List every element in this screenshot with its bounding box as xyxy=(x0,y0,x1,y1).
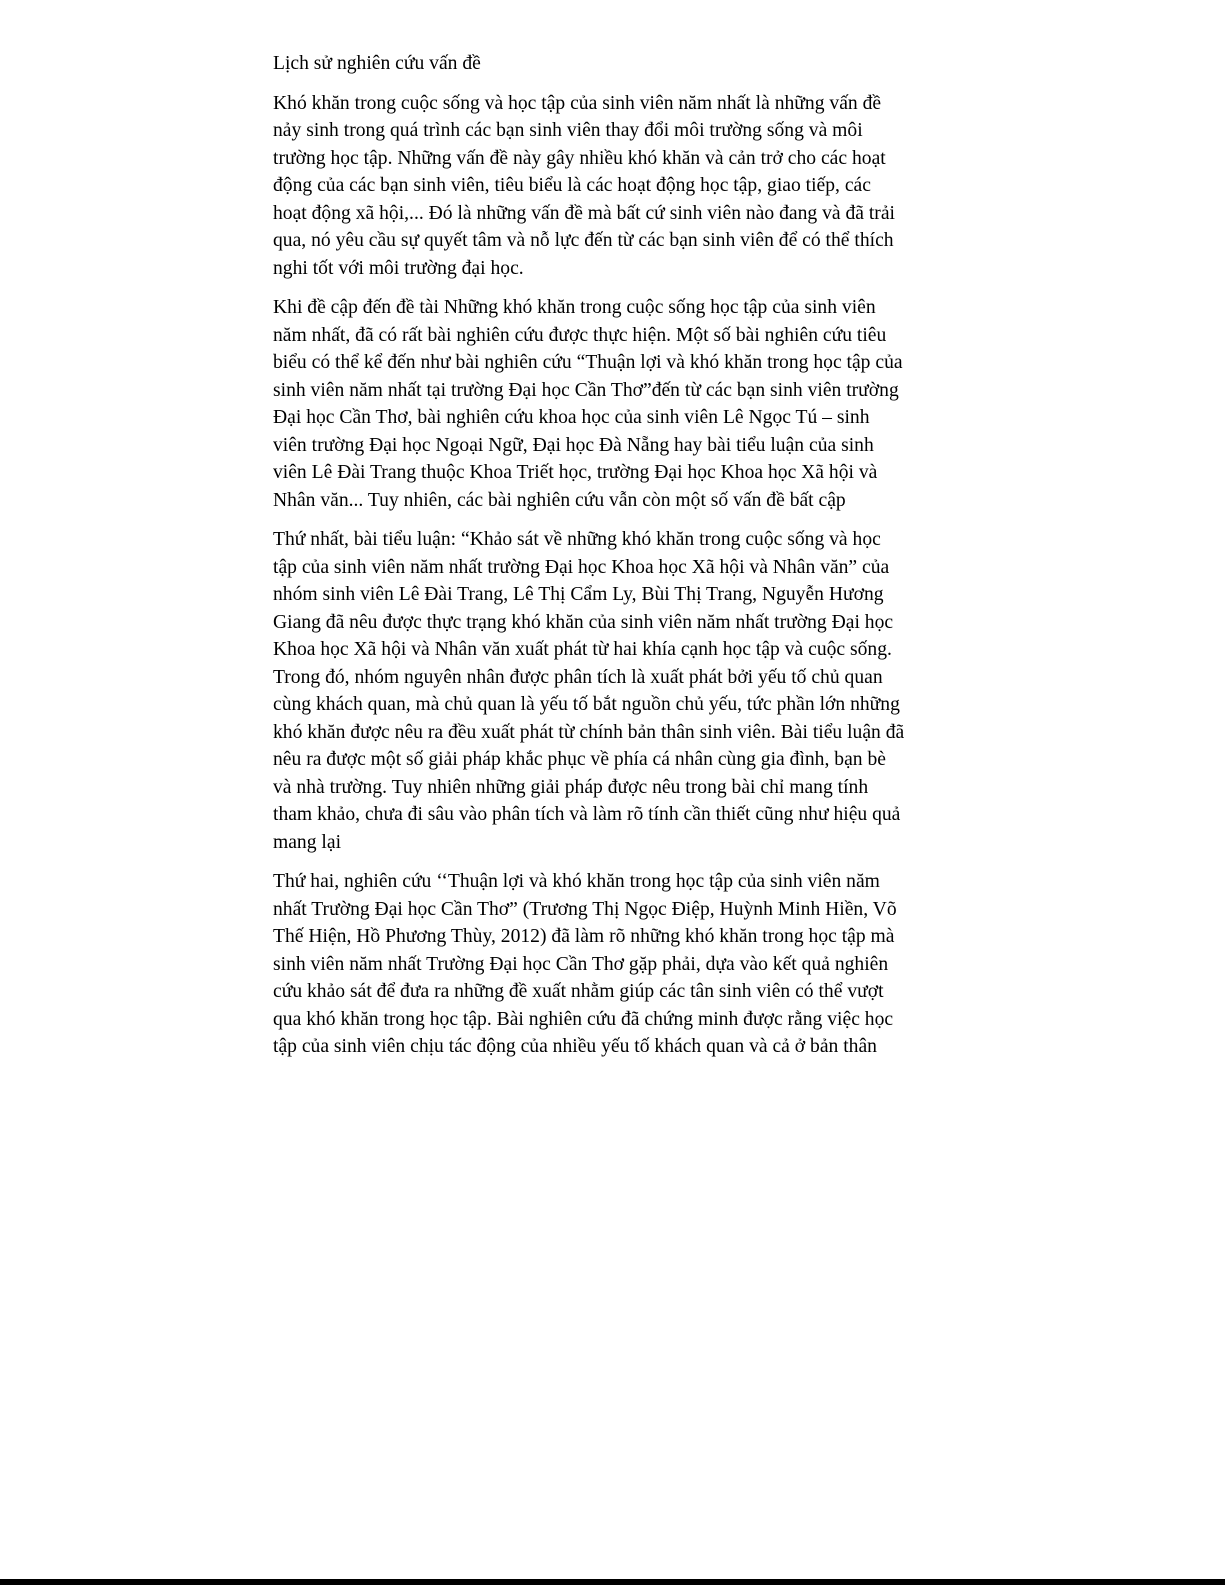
text-line: và nhà trường. Tuy nhiên những giải pháp được nêu trong bài chỉ mang tính xyxy=(273,776,869,798)
text-line: qua khó khăn trong học tập. Bài nghiên cứu đã chứng minh được rằng việc học xyxy=(273,1008,894,1030)
text-line: Khi đề cập đến đề tài Những khó khăn trong cuộc sống học tập của sinh viên xyxy=(273,297,876,318)
text-line: nêu ra được một số giải pháp khắc phục về phía cá nhân cùng gia đình, bạn bè xyxy=(273,749,886,770)
text-line: năm nhất, đã có rất bài nghiên cứu được thực hiện. Một số bài nghiên cứu tiêu xyxy=(273,324,887,346)
text-line: viên Lê Đài Trang thuộc Khoa Triết học, trường Đại học Khoa học Xã hội và xyxy=(273,462,878,483)
page-bottom-border xyxy=(0,1579,1225,1585)
text-line: cứu khảo sát để đưa ra những đề xuất nhằm giúp các tân sinh viên có thể vượt xyxy=(273,981,884,1002)
text-line: Giang đã nêu được thực trạng khó khăn của sinh viên năm nhất trường Đại học xyxy=(273,611,894,633)
text-line: Thế Hiện, Hồ Phương Thùy, 2012) đã làm rõ những khó khăn trong học tập mà xyxy=(273,926,895,947)
document-body xyxy=(273,50,945,1073)
text-line: nảy sinh trong quá trình các bạn sinh viên thay đổi môi trường sống và môi xyxy=(273,120,863,141)
text-line: mang lại xyxy=(273,831,342,853)
text-line: khó khăn được nêu ra đều xuất phát từ chính bản thân sinh viên. Bài tiểu luận đã xyxy=(273,721,905,743)
text-line: cùng khách quan, mà chủ quan là yếu tố bắt nguồn chủ yếu, tức phần lớn những xyxy=(273,694,900,715)
paragraph-1 xyxy=(273,90,945,283)
text-line: tham khảo, chưa đi sâu vào phân tích và làm rõ tính cần thiết cũng như hiệu quả xyxy=(273,804,901,825)
text-line: biểu có thể kể đến như bài nghiên cứu “Thuận lợi và khó khăn trong học tập của xyxy=(273,352,903,373)
text-line: Nhân văn... Tuy nhiên, các bài nghiên cứu vẫn còn một số vấn đề bất cập xyxy=(273,489,846,511)
text-line: Thứ nhất, bài tiểu luận: “Khảo sát về những khó khăn trong cuộc sống và học xyxy=(273,529,881,550)
text-line: hoạt động xã hội,... Đó là những vấn đề mà bất cứ sinh viên nào đang và đã trải xyxy=(273,202,895,224)
text-line: sinh viên năm nhất tại trường Đại học Cần Thơ”đến từ các bạn sinh viên trường xyxy=(273,379,899,401)
text-line: nhất Trường Đại học Cần Thơ” (Trương Thị Ngọc Điệp, Huỳnh Minh Hiền, Võ xyxy=(273,898,897,920)
paragraph-4 xyxy=(273,868,945,1061)
text-line: động của các bạn sinh viên, tiêu biểu là các hoạt động học tập, giao tiếp, các xyxy=(273,175,871,196)
text-line: Khoa học Xã hội và Nhân văn xuất phát từ hai khía cạnh học tập và cuộc sống. xyxy=(273,639,892,660)
text-line: qua, nó yêu cầu sự quyết tâm và nỗ lực đến từ các bạn sinh viên để có thể thích xyxy=(273,230,894,251)
text-line: nghi tốt với môi trường đại học. xyxy=(273,257,524,279)
text-line: Đại học Cần Thơ, bài nghiên cứu khoa học của sinh viên Lê Ngọc Tú – sinh xyxy=(273,407,870,428)
text-line: Khó khăn trong cuộc sống và học tập của sinh viên năm nhất là những vấn đề xyxy=(273,92,882,114)
text-line: tập của sinh viên chịu tác động của nhiều yếu tố khách quan và cả ở bản thân xyxy=(273,1036,877,1057)
paragraph-2 xyxy=(273,294,945,514)
text-line: sinh viên năm nhất Trường Đại học Cần Thơ gặp phải, dựa vào kết quả nghiên xyxy=(273,953,889,975)
text-line: trường học tập. Những vấn đề này gây nhiều khó khăn và cản trở cho các hoạt xyxy=(273,147,886,169)
paragraph-3 xyxy=(273,526,945,856)
text-line: Trong đó, nhóm nguyên nhân được phân tích là xuất phát bởi yếu tố chủ quan xyxy=(273,666,883,688)
text-line: viên trường Đại học Ngoại Ngữ, Đại học Đà Nẵng hay bài tiểu luận của sinh xyxy=(273,434,874,456)
text-line: Thứ hai, nghiên cứu ‘‘Thuận lợi và khó khăn trong học tập của sinh viên năm xyxy=(273,871,880,892)
text-line: nhóm sinh viên Lê Đài Trang, Lê Thị Cẩm Ly, Bùi Thị Trang, Nguyễn Hương xyxy=(273,584,884,605)
section-heading: Lịch sử nghiên cứu vấn đề xyxy=(273,53,481,74)
text-line: tập của sinh viên năm nhất trường Đại học Khoa học Xã hội và Nhân văn” của xyxy=(273,556,890,578)
